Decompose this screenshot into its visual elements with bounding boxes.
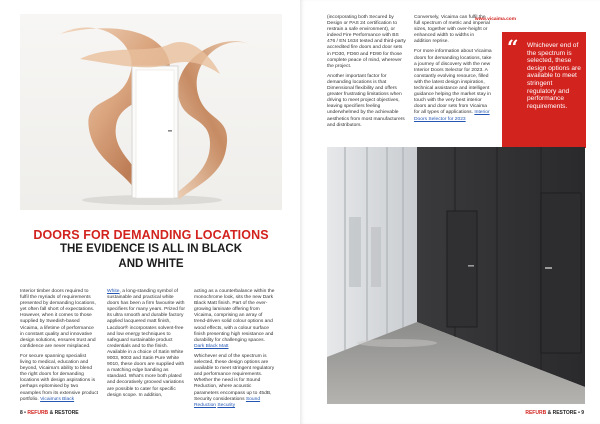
pull-quote-text: Whichever end of the spectrum is selected, these design options are available to meet stringent regulatory and performance requirements. [527,42,581,110]
paragraph: (incorporating both Secured by Design or PAS 24 certification to restrain a safe environment), or indeed Fire Performance with BS 476 / EN 1634 tested and third-party accredited fire doors and door sets in FD30, FD60 and FD90 for those complete peace of mind, wherever the project. [327,15,406,69]
right-column-1 [327,15,407,133]
link-sound-reduction[interactable]: Sound Reduction [194,396,261,408]
right-folio: REFURB & RESTORE • 9 [525,410,584,416]
right-column-2 [414,15,492,127]
pull-quote [502,32,586,148]
link-vicaima-black[interactable]: Vicaima's Black [40,396,75,402]
interior-corridor-photo [327,147,585,404]
link-security[interactable]: Security [217,402,236,408]
paragraph: For more information about Vicaima doors for demanding locations, take a journey of discovery with the new Interior Doors Selector for 2023. A constantly evolving resource, filled with the latest design inspiration, technical assistance and intelligent guidance helping the market stay in touch with the very best interior doors and door sets from Vicaima for all types of applications. Interior Doors Selector for 2023 [414,49,492,122]
left-column-2 [107,289,185,403]
quote-mark-icon: “ [507,35,519,59]
headline [20,228,282,271]
left-column-3 [194,289,276,413]
paragraph: Another important factor for demanding locations is that Dimensional flexibility and offers greater frustrating limitations when driving to meet project objectives, leaving specifiers feeling underwhelmed by the achievable aesthetics from most manufacturers and distributors. [327,73,405,128]
headline-black-line1: THE EVIDENCE IS ALL IN BLACK [59,243,243,255]
hero-image-door-with-silk [20,14,282,210]
paragraph: For secure spanning specialist living to medical, education and beyond, Vicaima's ability to blend the right doors for demanding locations with design aspirations is perhaps epitomised by two examples from its extensive product portfolio. Vicaima's Black [20,353,99,402]
link-dark-black-matt[interactable]: Dark Black Matt [194,343,229,349]
paragraph: Conversely, Vicaima can fulfil the full spectrum of metric and imperial sizes, together with over-height or enhanced width to widths in addition reprise. [414,15,490,45]
link-white[interactable]: White [107,289,120,294]
paragraph: acting as a counterbalance within the monochrome look, sits the new Dark Black Matt finish. Part of the ever-growing laminate offering from Vicaima, comprising an array of trend-driven solid colour options and wood effects, with a colour surface finish presenting high resistance and durability for challenging spaces. Dark Black Matt [194,289,275,349]
link-interior-doors-selector[interactable]: Interior Doors Selector for 2023 [414,110,490,122]
folio-brand: REFURB [525,410,547,416]
left-folio: 8 • REFURB & RESTORE [20,410,79,416]
folio-brand: REFURB [27,410,49,416]
paragraph: White, a long-standing symbol of sustainable and practical white doors has been a firm favourite with specifiers for many years. Prized for its ultra smooth and durable factory applied lacquered matt finish, Lacdoor® incorporates solvent-free and low energy techniques to safeguard sustainable product credentials and to the finish. Available in a choice of Satin White 9003, 9003 and Satin Pure White 9010, these doors are supplied with a matching edge banding as standard. What's more both plated and decoratively grooved variations are possible to cater for specific design scope. In addition, [107,289,186,398]
website-url[interactable]: www.vicaima.com [474,17,516,22]
left-column-1 [20,289,98,407]
headline-black-line2: AND WHITE [118,257,184,270]
paragraph: Whichever end of the spectrum is selected, these design options are available to meet stringent regulatory and performance requirements. Whether the need is for Sound Reduction, where acoustic parameters encompass up to 45dB, Security considerations Sound Reduction Security [194,353,275,408]
paragraph: Interior timber doors required to fulfil the myriads of requirements presented by demanding locations, yet often fall short of expectations. However, when it comes to those supplied by Swedish-based Vicaima, a lifetime of performance in constant quality and innovative design solutions, ensures trust and confidence are never misplaced. [20,289,96,349]
headline-red: DOORS FOR DEMANDING LOCATIONS [33,228,269,242]
